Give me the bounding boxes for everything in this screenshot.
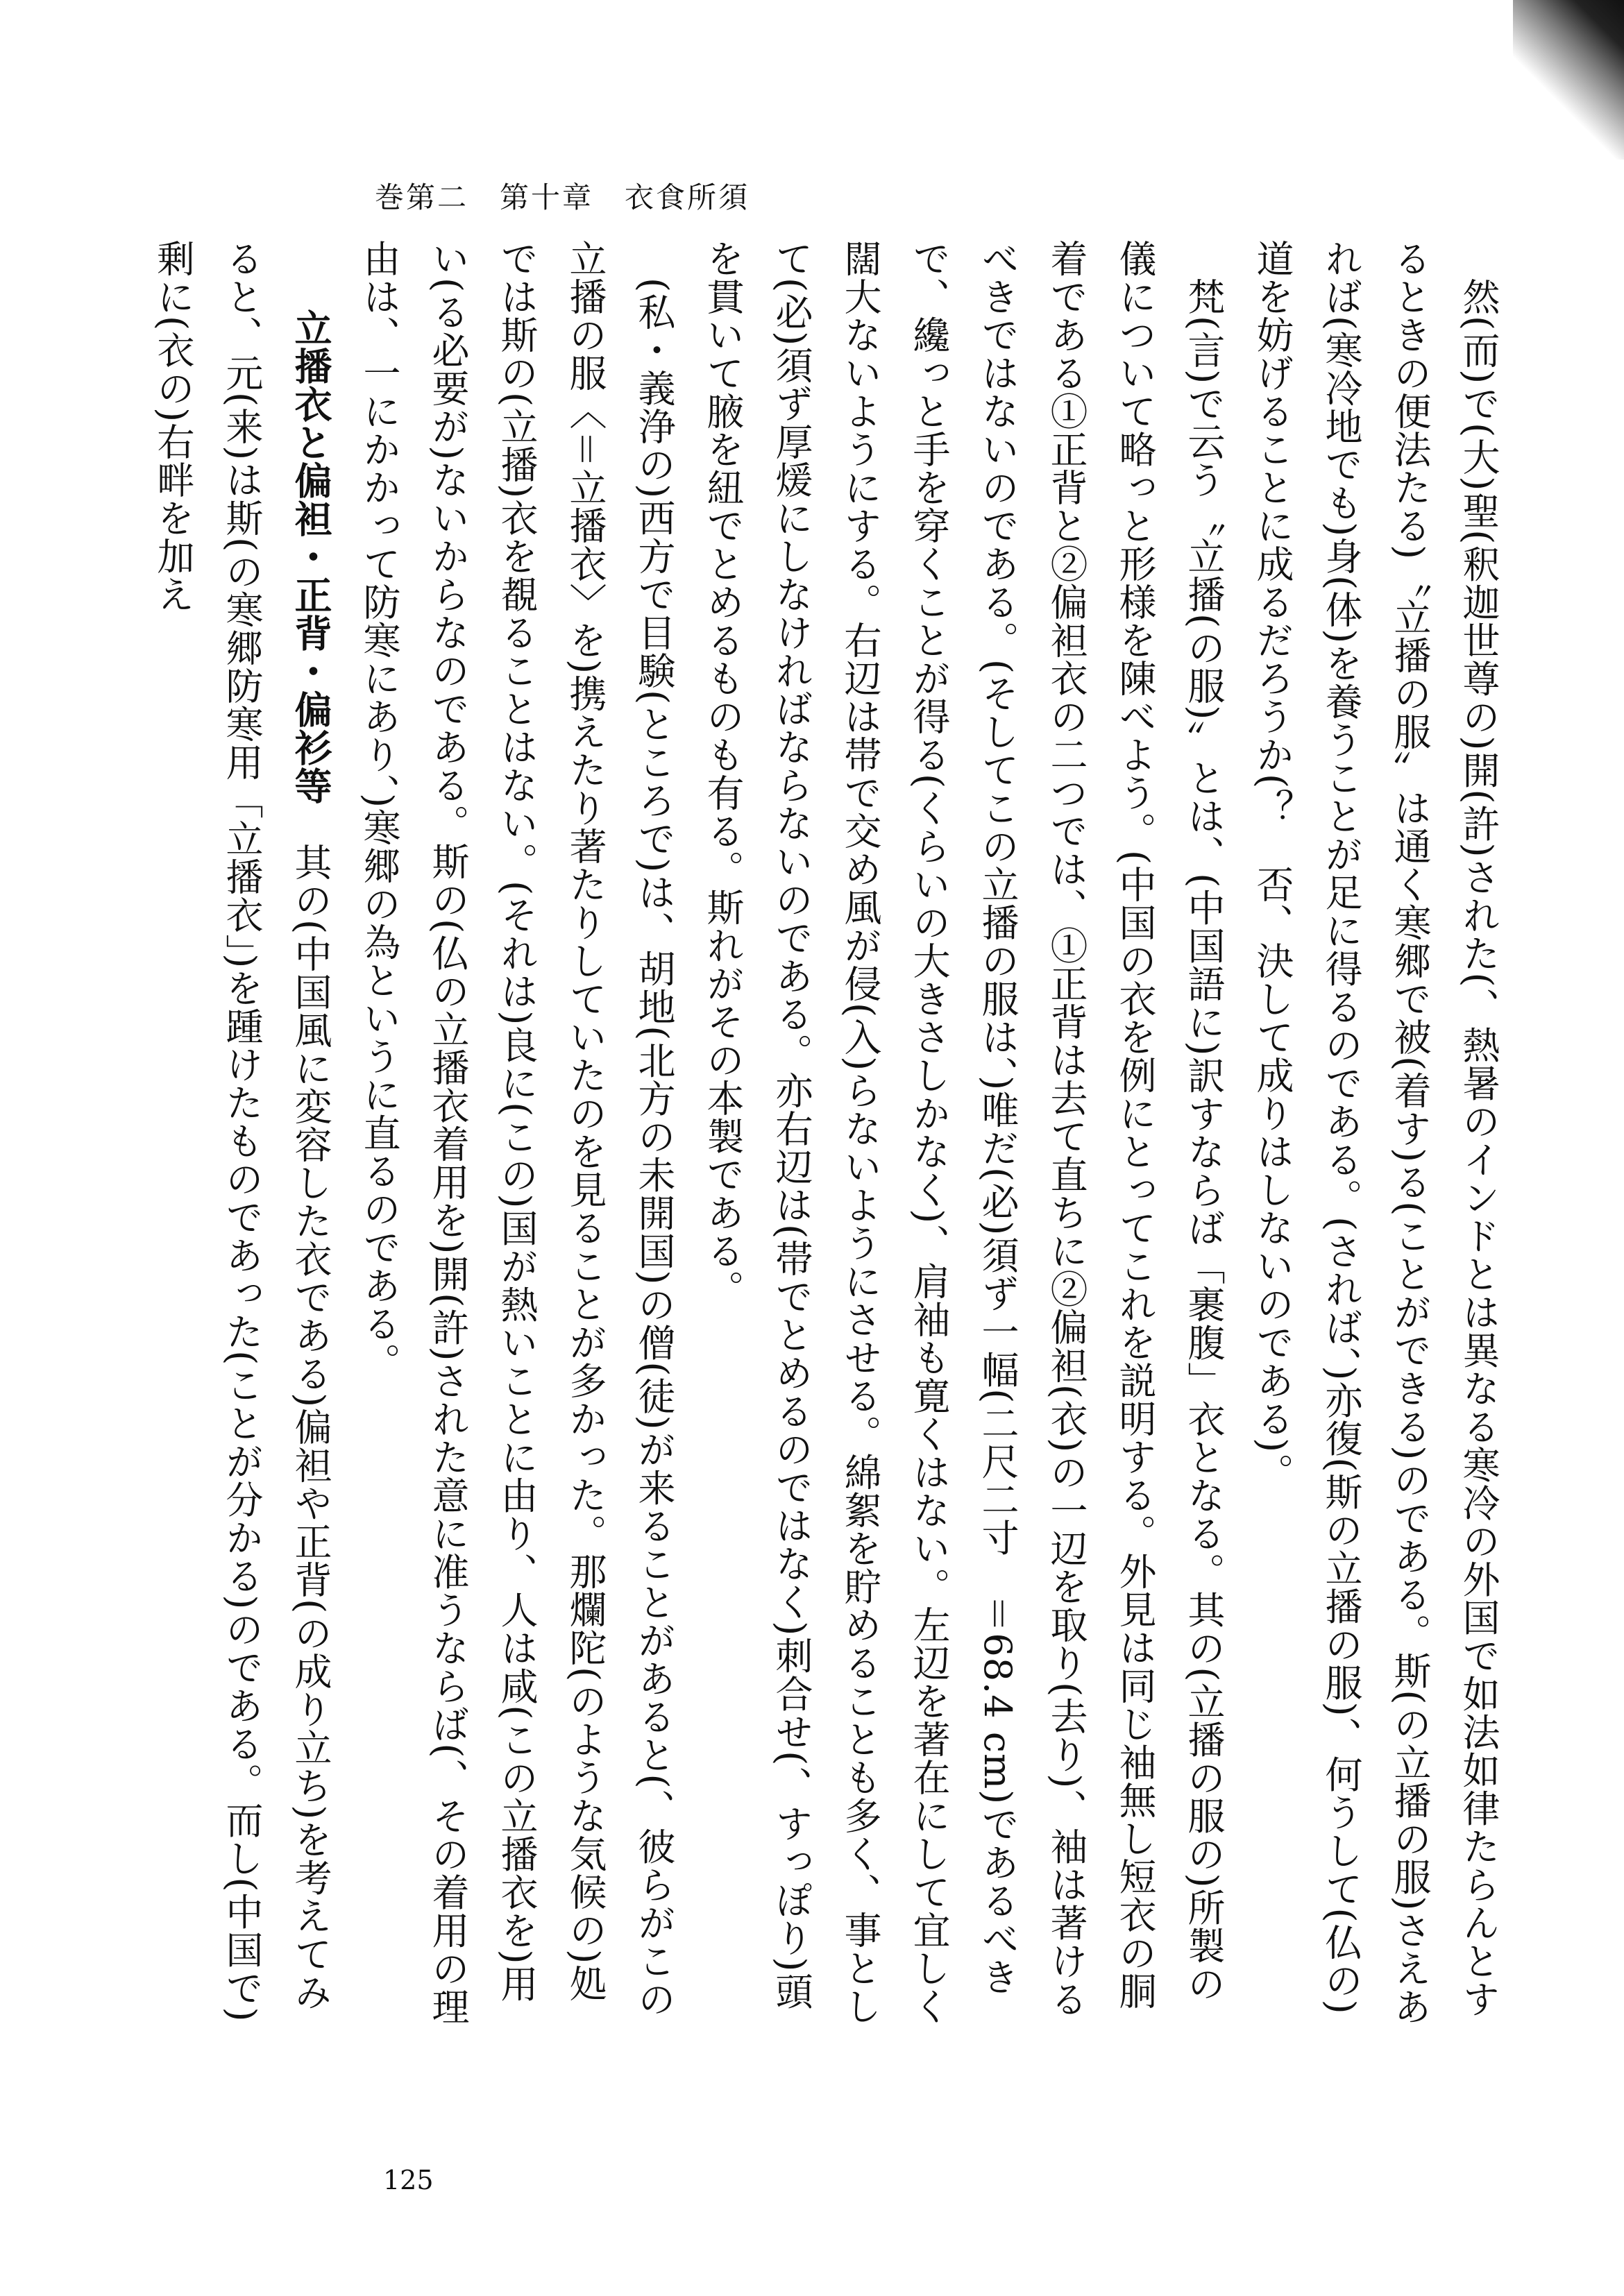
paragraph-2: 梵(言)で云う〝立播(の服)〟とは、(中国語に)訳すならば「裹腹」衣となる。其の(立播の服の)所製の儀について略っと形様を陳べよう。(中国の衣を例にとってこれを説明する。外見は同じ袖無し短衣の胴着である①正背と②偏袒衣の二つでは、①正背は去て直ちに②偏袒(衣)の一辺を取り(去り)、袖は著けるべきではないのである。(そしてこの立播の服は、)唯だ(必)須ず一幅(二尺二寸 ＝68.4 cm)であるべきで、纔っと手を穿くことが得る(くらいの大きさしかなく)、肩袖も寛くはない。左辺を著在にして宜しく闊大ないようにする。右辺は帯で交め風が侵(入)らないようにさせる。綿絮を貯めることも多く、事として(必)須ず厚煖にしなければならないのである。亦右辺は(帯でとめるのではなく)刺合せ(、すっぽり)頭を貫いて腋を紐でとめるものも有る。斯れがその本製である。: [701, 239, 1226, 2026]
scan-shadow: [1513, 0, 1624, 160]
section-heading-line: [139, 239, 345, 2030]
paragraph-4: 其の(中国風に変容した衣である)偏袒や正背(の成り立ち)を考えてみると、元(来)は斯(の寒郷防寒用「立播衣」)を踵けたものであった(ことが分かる)のである。而し(中国で)剰に(衣の)右畔を加え: [151, 239, 332, 2023]
section-heading: 立播衣と偏袒・正背・偏衫等: [289, 309, 332, 805]
paragraph-1: 然(而)で(大)聖(釈迦世尊の)開(許)された(、熱暑のインドとは異なる寒冷の外国で如法如律たらんとするときの便法たる)〝立播の服〟は通く寒郷で被(着す)る(ことができる)のである。斯(の立播の服)さえあれば(寒冷地でも)身(体)を養うことが足に得るのである。(されば、)亦復(斯の立播の服)、何うして(仏の)道を妨げることに成るだろうか(？ 否、決して成りはしないのである)。: [1251, 239, 1500, 2026]
paragraph-3: (私・義浄の)西方で目験(ところで)は、胡地(北方の未開国)の僧(徒)が来ることがあると(、彼らがこの立播の服〈＝立播衣〉を)携えたり著たりしていたのを見ることが多かった。那爛陀(のような気候の)処では斯の(立播)衣を覩ることはない。(それは)良に(この)国が熱いことに由り、人は咸(この立播衣を)用い(る必要が)ないからなのである。斯の(仏の立播衣着用を)開(許)された意に准うならば(、その着用の理由は、一にかかって防寒にあり、)寒郷の為というに直るのである。: [357, 239, 676, 2026]
page-number: 125: [383, 2165, 434, 2195]
running-head: 巻第二 第十章 衣食所須: [375, 180, 750, 214]
body-text: [151, 239, 1513, 2030]
